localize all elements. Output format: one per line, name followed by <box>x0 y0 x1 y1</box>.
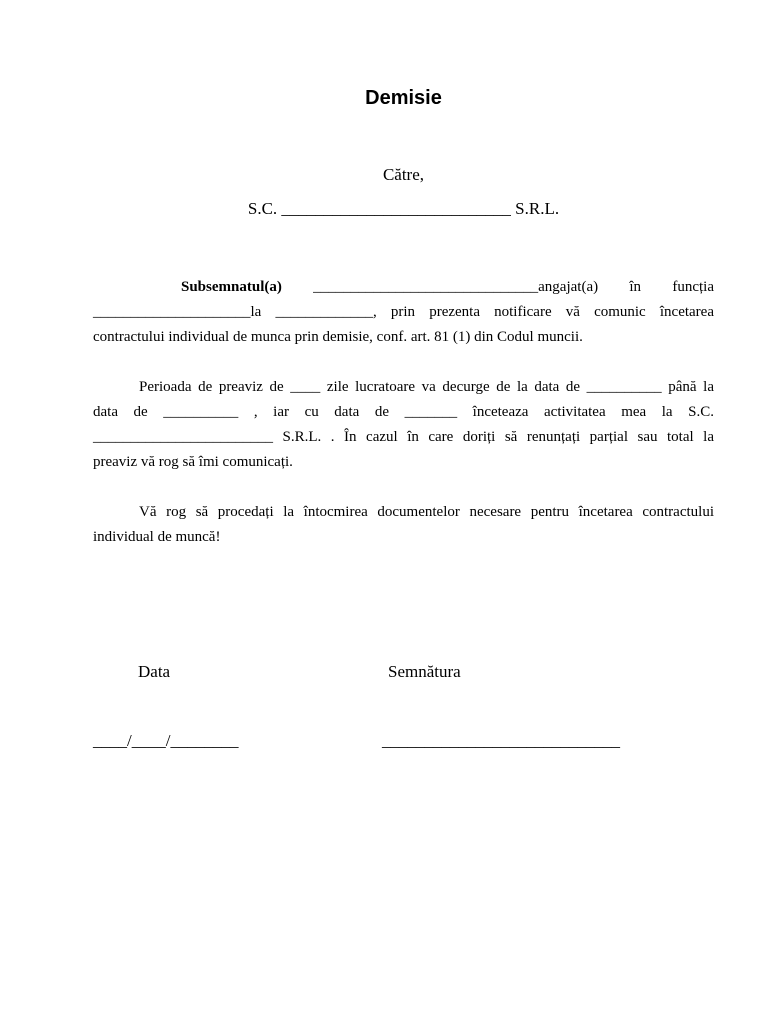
signature-blank-line: ____________________________ <box>382 731 620 750</box>
paragraph-preaviz-line-4: preaviz vă rog să îmi comunicați. <box>93 454 293 470</box>
signature-label: Semnătura <box>388 662 461 681</box>
paragraph-preaviz-line-2: data de __________ , iar cu data de _______ înceteaza activitatea mea la S.C. <box>93 404 714 420</box>
paragraph-preaviz-line-3: ________________________ S.R.L. . În cazul în care doriți să renunțați parțial sau total la <box>93 429 714 445</box>
subsemnatul-bold-label: Subsemnatul(a) <box>181 279 282 295</box>
document-title: Demisie <box>365 87 442 109</box>
paragraph-subsemnatul-line-3: contractului individual de munca prin demisie, conf. art. 81 (1) din Codul muncii. <box>93 329 583 345</box>
date-label: Data <box>138 662 171 681</box>
paragraph-incheiere <box>93 500 714 550</box>
company-blank-line: S.C. ___________________________ S.R.L. <box>247 199 560 218</box>
paragraph-preaviz <box>93 375 714 475</box>
paragraph-subsemnatul <box>93 275 714 350</box>
paragraph-preaviz-line-1: Perioada de preaviz de ____ zile lucratoare va decurge de la data de __________ până la <box>139 379 714 395</box>
paragraph-subsemnatul-line-1-rest: ______________________________angajat(a) în funcția <box>281 279 714 295</box>
date-blank-line: ____/____/________ <box>93 731 239 750</box>
document-body <box>93 275 714 550</box>
paragraph-incheiere-line-2: individual de muncă! <box>93 529 221 545</box>
paragraph-incheiere-line-1: Vă rog să procedați la întocmirea documentelor necesare pentru încetarea contractului <box>139 504 714 520</box>
paragraph-subsemnatul-line-1 <box>93 275 714 300</box>
paragraph-subsemnatul-line-2: _____________________la _____________, prin prezenta notificare vă comunic încetarea <box>93 304 714 320</box>
salutation-line: Către, <box>382 165 425 184</box>
